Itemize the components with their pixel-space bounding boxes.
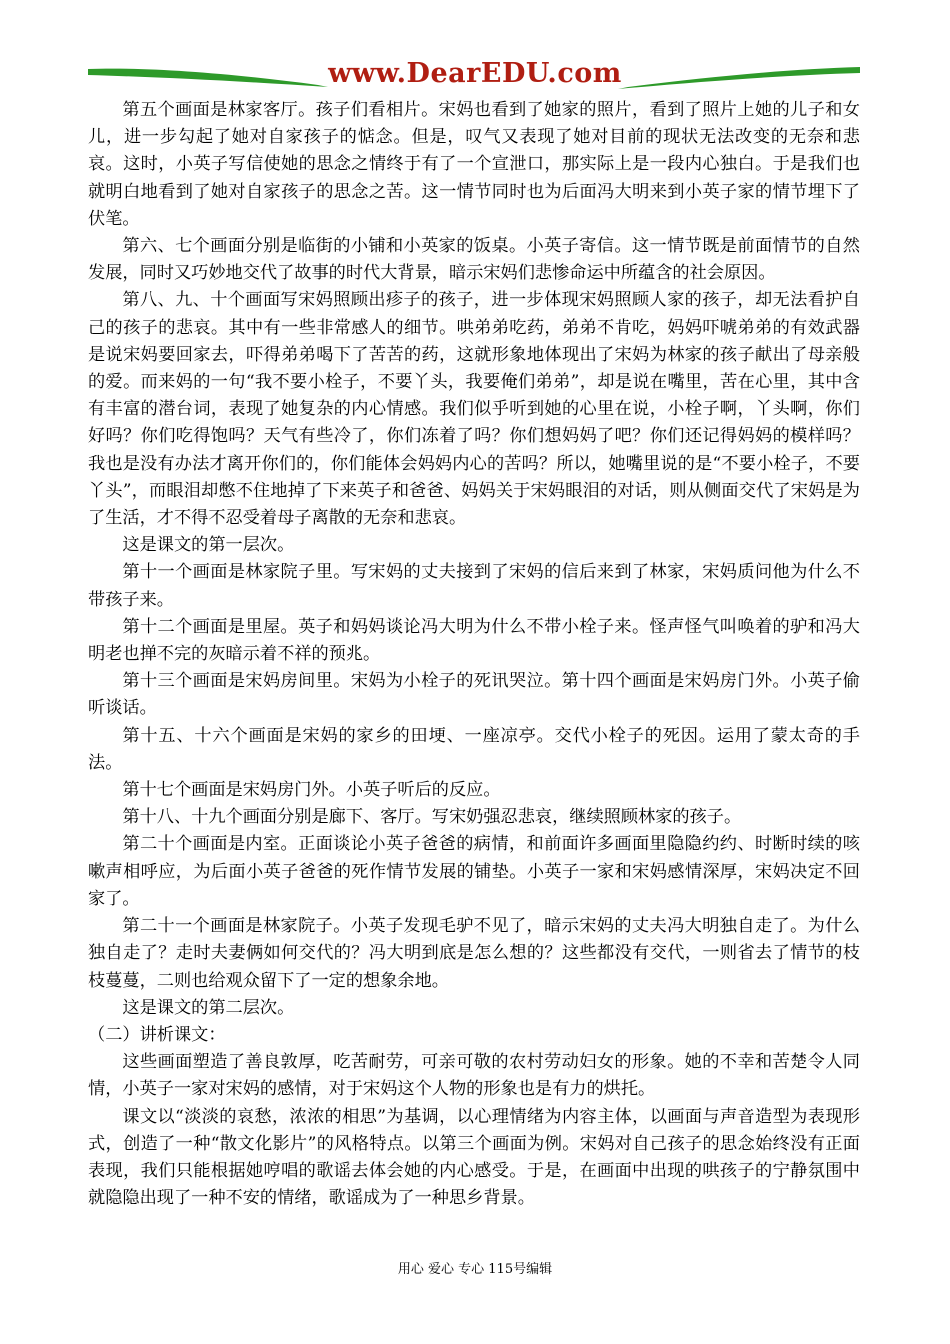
paragraph: 这些画面塑造了善良敦厚，吃苦耐劳，可亲可敬的农村劳动妇女的形象。她的不幸和苦楚令人同情，小英子一家对宋妈的感情，对于宋妈这个人物的形象也是有力的烘托。 [88,1052,860,1100]
section-heading: （二）讲析课文： [88,1024,226,1045]
paragraph: 第二十个画面是内室。正面谈论小英子爸爸的病情，和前面许多画面里隐隐约约、时断时续的咳嗽声相呼应，为后面小英子爸爸的死作情节发展的铺垫。小英子一家和宋妈感情深厚，宋妈决定不回家了。 [88,834,860,909]
paragraph: 第五个画面是林家客厅。孩子们看相片。宋妈也看到了她家的照片，看到了照片上她的儿子和女儿，进一步勾起了她对自家孩子的惦念。但是，叹气又表现了她对目前的现状无法改变的无奈和悲哀。这时，小英子写信使她的思念之情终于有了一个宣泄口，那实际上是一段内心独白。于是我们也就明白地看到了她对自家孩子的思念之苦。这一情节同时也为后面冯大明来到小英子家的情节埋下了伏笔。 [88,100,860,229]
paragraph: 第六、七个画面分别是临街的小铺和小英家的饭桌。小英子寄信。这一情节既是前面情节的自然发展，同时又巧妙地交代了故事的时代大背景，暗示宋妈们悲惨命运中所蕴含的社会原因。 [88,236,860,284]
paragraph: 第十三个画面是宋妈房间里。宋妈为小栓子的死讯哭泣。第十四个画面是宋妈房门外。小英子偷听谈话。 [88,671,860,719]
paragraph: 这是课文的第二层次。 [122,997,295,1018]
paragraph: 第十五、十六个画面是宋妈的家乡的田埂、一座凉亭。交代小栓子的死因。运用了蒙太奇的手法。 [88,725,860,773]
paragraph: 课文以“淡淡的哀愁，浓浓的相思”为基调，以心理情绪为内容主体，以画面与声音造型为表现形式，创造了一种“散文化影片”的风格特点。以第三个画面为例。宋妈对自己孩子的思念始终没有正面表现，我们只能根据她哼唱的歌谣去体会她的内心感受。于是，在画面中出现的哄孩子的宁静氛围中就隐隐出现了一种不安的情绪，歌谣成为了一种思乡背景。 [88,1106,860,1209]
site-logo: www.DearEDU.com [328,58,622,89]
paragraph: 第二十一个画面是林家院子。小英子发现毛驴不见了，暗示宋妈的丈夫冯大明独自走了。为什么独自走了？走时夫妻俩如何交代的？冯大明到底是怎么想的？这些都没有交代，一则省去了情节的枝枝蔓蔓，二则也给观众留下了一定的想象余地。 [88,916,860,991]
paragraph: 第十八、十九个画面分别是廊下、客厅。写宋奶强忍悲哀，继续照顾林家的孩子。 [122,807,742,828]
paragraph: 第八、九、十个画面写宋妈照顾出疹子的孩子，进一步体现宋妈照顾人家的孩子，却无法看护自己的孩子的悲哀。其中有一些非常感人的细节。哄弟弟吃药，弟弟不肯吃，妈妈吓唬弟弟的有效武器是说宋妈要回家去，吓得弟弟喝下了苦苦的药，这就形象地体现出了宋妈为林家的孩子献出了母亲般的爱。而来妈的一句“我不要小栓子，不要丫头，我要俺们弟弟”，却是说在嘴里，苦在心里，其中含有丰富的潜台词，表现了她复杂的内心情感。我们似乎听到她的心里在说，小栓子啊，丫头啊，你们好吗？你们吃得饱吗？天气有些冷了，你们冻着了吗？你们想妈妈了吧？你们还记得妈妈的模样吗？我也是没有办法才离开你们的，你们能体会妈妈内心的苦吗？所以，她嘴里说的是“不要小栓子，不要丫头”，而眼泪却憋不住地掉了下来英子和爸爸、妈妈关于宋妈眼泪的对话，则从侧面交代了宋妈是为了生活，才不得不忍受着母子离散的无奈和悲哀。 [88,290,860,529]
paragraph: 第十二个画面是里屋。英子和妈妈谈论冯大明为什么不带小栓子来。怪声怪气叫唤着的驴和冯大明老也掸不完的灰暗示着不祥的预兆。 [88,616,860,665]
document-body [88,97,860,1212]
paragraph: 第十七个画面是宋妈房门外。小英子听后的反应。 [122,780,501,801]
page-footer: 用心 爱心 专心 115号编辑 [397,1262,553,1277]
paragraph: 这是课文的第一层次。 [122,535,295,556]
paragraph: 第十一个画面是林家院子里。写宋妈的丈夫接到了宋妈的信后来到了林家，宋妈质问他为什么不带孩子来。 [88,562,860,610]
